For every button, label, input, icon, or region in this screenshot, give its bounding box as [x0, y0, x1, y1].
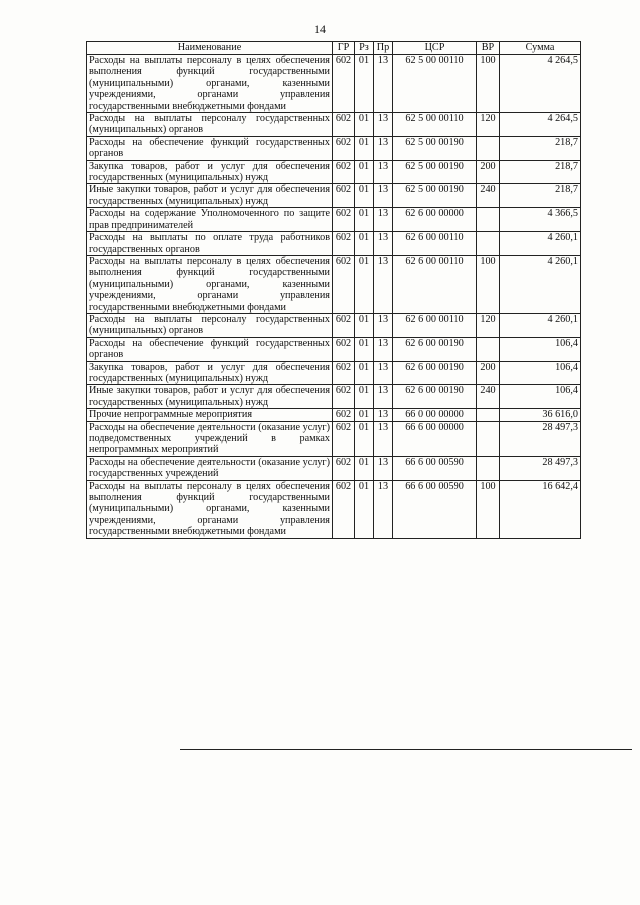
cell-csr: 62 6 00 00190: [393, 385, 477, 409]
cell-vr: 100: [477, 480, 500, 538]
table-row: [87, 385, 581, 409]
cell-pr: 13: [374, 456, 393, 480]
cell-csr: 62 5 00 00190: [393, 184, 477, 208]
cell-sum: 106,4: [500, 337, 581, 361]
cell-csr: 62 6 00 00000: [393, 208, 477, 232]
cell-csr: 66 6 00 00000: [393, 421, 477, 456]
table-row: [87, 409, 581, 421]
cell-gr: 602: [333, 255, 355, 313]
cell-name: Расходы на обеспечение деятельности (оказание услуг) государственных учреждений: [87, 456, 333, 480]
cell-gr: 602: [333, 409, 355, 421]
cell-rz: 01: [355, 208, 374, 232]
cell-csr: 62 6 00 00190: [393, 337, 477, 361]
table-row: [87, 421, 581, 456]
cell-name: Расходы на выплаты персоналу государственных (муниципальных) органов: [87, 113, 333, 137]
cell-csr: 66 0 00 00000: [393, 409, 477, 421]
cell-name: Закупка товаров, работ и услуг для обеспечения государственных (муниципальных) нужд: [87, 160, 333, 184]
cell-name: Расходы на выплаты по оплате труда работников государственных органов: [87, 232, 333, 256]
cell-rz: 01: [355, 409, 374, 421]
cell-name: Расходы на выплаты персоналу в целях обеспечения выполнения функций государственными (муниципальными) органами, казенными учреждениями, органами управления государственными внебюджетными фондами: [87, 480, 333, 538]
cell-rz: 01: [355, 337, 374, 361]
cell-gr: 602: [333, 385, 355, 409]
header-csr: ЦСР: [393, 42, 477, 55]
cell-vr: [477, 136, 500, 160]
cell-vr: 240: [477, 385, 500, 409]
cell-sum: 106,4: [500, 361, 581, 385]
cell-sum: 106,4: [500, 385, 581, 409]
cell-pr: 13: [374, 232, 393, 256]
cell-rz: 01: [355, 361, 374, 385]
cell-vr: [477, 421, 500, 456]
cell-pr: 13: [374, 136, 393, 160]
cell-pr: 13: [374, 113, 393, 137]
cell-pr: 13: [374, 361, 393, 385]
cell-rz: 01: [355, 113, 374, 137]
table-row: [87, 337, 581, 361]
cell-gr: 602: [333, 160, 355, 184]
cell-vr: 100: [477, 55, 500, 113]
cell-gr: 602: [333, 313, 355, 337]
cell-vr: 200: [477, 361, 500, 385]
table-row: [87, 313, 581, 337]
table-row: [87, 255, 581, 313]
table-row: [87, 456, 581, 480]
cell-rz: 01: [355, 55, 374, 113]
cell-sum: 218,7: [500, 184, 581, 208]
cell-gr: 602: [333, 421, 355, 456]
cell-vr: 240: [477, 184, 500, 208]
cell-name: Закупка товаров, работ и услуг для обеспечения государственных (муниципальных) нужд: [87, 361, 333, 385]
cell-csr: 62 5 00 00110: [393, 113, 477, 137]
cell-name: Расходы на выплаты персоналу в целях обеспечения выполнения функций государственными (муниципальными) органами, казенными учреждениями, органами управления государственными внебюджетными фондами: [87, 55, 333, 113]
table-row: [87, 184, 581, 208]
cell-vr: [477, 337, 500, 361]
cell-sum: 4 260,1: [500, 255, 581, 313]
cell-vr: 200: [477, 160, 500, 184]
cell-vr: [477, 456, 500, 480]
table-row: [87, 480, 581, 538]
cell-gr: 602: [333, 456, 355, 480]
cell-vr: 120: [477, 113, 500, 137]
cell-rz: 01: [355, 255, 374, 313]
cell-rz: 01: [355, 160, 374, 184]
cell-vr: [477, 232, 500, 256]
cell-sum: 4 264,5: [500, 55, 581, 113]
table-header-row: [87, 42, 581, 55]
cell-sum: 4 264,5: [500, 113, 581, 137]
cell-gr: 602: [333, 480, 355, 538]
cell-csr: 66 6 00 00590: [393, 456, 477, 480]
cell-name: Расходы на обеспечение функций государственных органов: [87, 136, 333, 160]
cell-pr: 13: [374, 255, 393, 313]
cell-pr: 13: [374, 313, 393, 337]
cell-name: Иные закупки товаров, работ и услуг для обеспечения государственных (муниципальных) нужд: [87, 184, 333, 208]
cell-sum: 4 260,1: [500, 232, 581, 256]
cell-sum: 36 616,0: [500, 409, 581, 421]
table-row: [87, 113, 581, 137]
cell-sum: 28 497,3: [500, 456, 581, 480]
cell-gr: 602: [333, 361, 355, 385]
cell-name: Расходы на выплаты персоналу в целях обеспечения выполнения функций государственными (муниципальными) органами, казенными учреждениями, органами управления государственными внебюджетными фондами: [87, 255, 333, 313]
cell-rz: 01: [355, 456, 374, 480]
table-row: [87, 208, 581, 232]
cell-gr: 602: [333, 55, 355, 113]
cell-rz: 01: [355, 184, 374, 208]
header-gr: ГР: [333, 42, 355, 55]
cell-pr: 13: [374, 480, 393, 538]
cell-name: Иные закупки товаров, работ и услуг для обеспечения государственных (муниципальных) нужд: [87, 385, 333, 409]
cell-name: Расходы на выплаты персоналу государственных (муниципальных) органов: [87, 313, 333, 337]
cell-vr: [477, 409, 500, 421]
page-number: 14: [314, 22, 326, 36]
cell-name: Расходы на обеспечение функций государственных органов: [87, 337, 333, 361]
header-sum: Сумма: [500, 42, 581, 55]
cell-csr: 62 6 00 00190: [393, 361, 477, 385]
cell-gr: 602: [333, 184, 355, 208]
cell-sum: 4 366,5: [500, 208, 581, 232]
table-row: [87, 361, 581, 385]
cell-pr: 13: [374, 385, 393, 409]
cell-pr: 13: [374, 208, 393, 232]
cell-sum: 218,7: [500, 160, 581, 184]
header-pr: Пр: [374, 42, 393, 55]
cell-sum: 16 642,4: [500, 480, 581, 538]
cell-name: Расходы на обеспечение деятельности (оказание услуг) подведомственных учреждений в рамках непрограммных мероприятий: [87, 421, 333, 456]
cell-pr: 13: [374, 160, 393, 184]
cell-pr: 13: [374, 55, 393, 113]
cell-name: Расходы на содержание Уполномоченного по защите прав предпринимателей: [87, 208, 333, 232]
table-row: [87, 160, 581, 184]
cell-csr: 62 5 00 00190: [393, 136, 477, 160]
cell-gr: 602: [333, 136, 355, 160]
cell-rz: 01: [355, 232, 374, 256]
cell-csr: 62 5 00 00110: [393, 55, 477, 113]
cell-sum: 4 260,1: [500, 313, 581, 337]
table-row: [87, 136, 581, 160]
cell-name: Прочие непрограммные мероприятия: [87, 409, 333, 421]
cell-vr: 100: [477, 255, 500, 313]
cell-pr: 13: [374, 409, 393, 421]
cell-gr: 602: [333, 113, 355, 137]
cell-csr: 66 6 00 00590: [393, 480, 477, 538]
cell-csr: 62 6 00 00110: [393, 255, 477, 313]
expenditure-table: [86, 41, 581, 539]
cell-rz: 01: [355, 136, 374, 160]
cell-gr: 602: [333, 337, 355, 361]
cell-rz: 01: [355, 385, 374, 409]
cell-csr: 62 5 00 00190: [393, 160, 477, 184]
table-row: [87, 232, 581, 256]
cell-sum: 218,7: [500, 136, 581, 160]
header-name: Наименование: [87, 42, 333, 55]
cell-gr: 602: [333, 208, 355, 232]
cell-vr: 120: [477, 313, 500, 337]
cell-csr: 62 6 00 00110: [393, 232, 477, 256]
cell-rz: 01: [355, 313, 374, 337]
cell-pr: 13: [374, 184, 393, 208]
cell-rz: 01: [355, 421, 374, 456]
cell-csr: 62 6 00 00110: [393, 313, 477, 337]
header-vr: ВР: [477, 42, 500, 55]
cell-gr: 602: [333, 232, 355, 256]
table-row: [87, 55, 581, 113]
cell-pr: 13: [374, 337, 393, 361]
cell-pr: 13: [374, 421, 393, 456]
cell-rz: 01: [355, 480, 374, 538]
bottom-rule: [180, 749, 632, 750]
cell-vr: [477, 208, 500, 232]
cell-sum: 28 497,3: [500, 421, 581, 456]
header-rz: Рз: [355, 42, 374, 55]
